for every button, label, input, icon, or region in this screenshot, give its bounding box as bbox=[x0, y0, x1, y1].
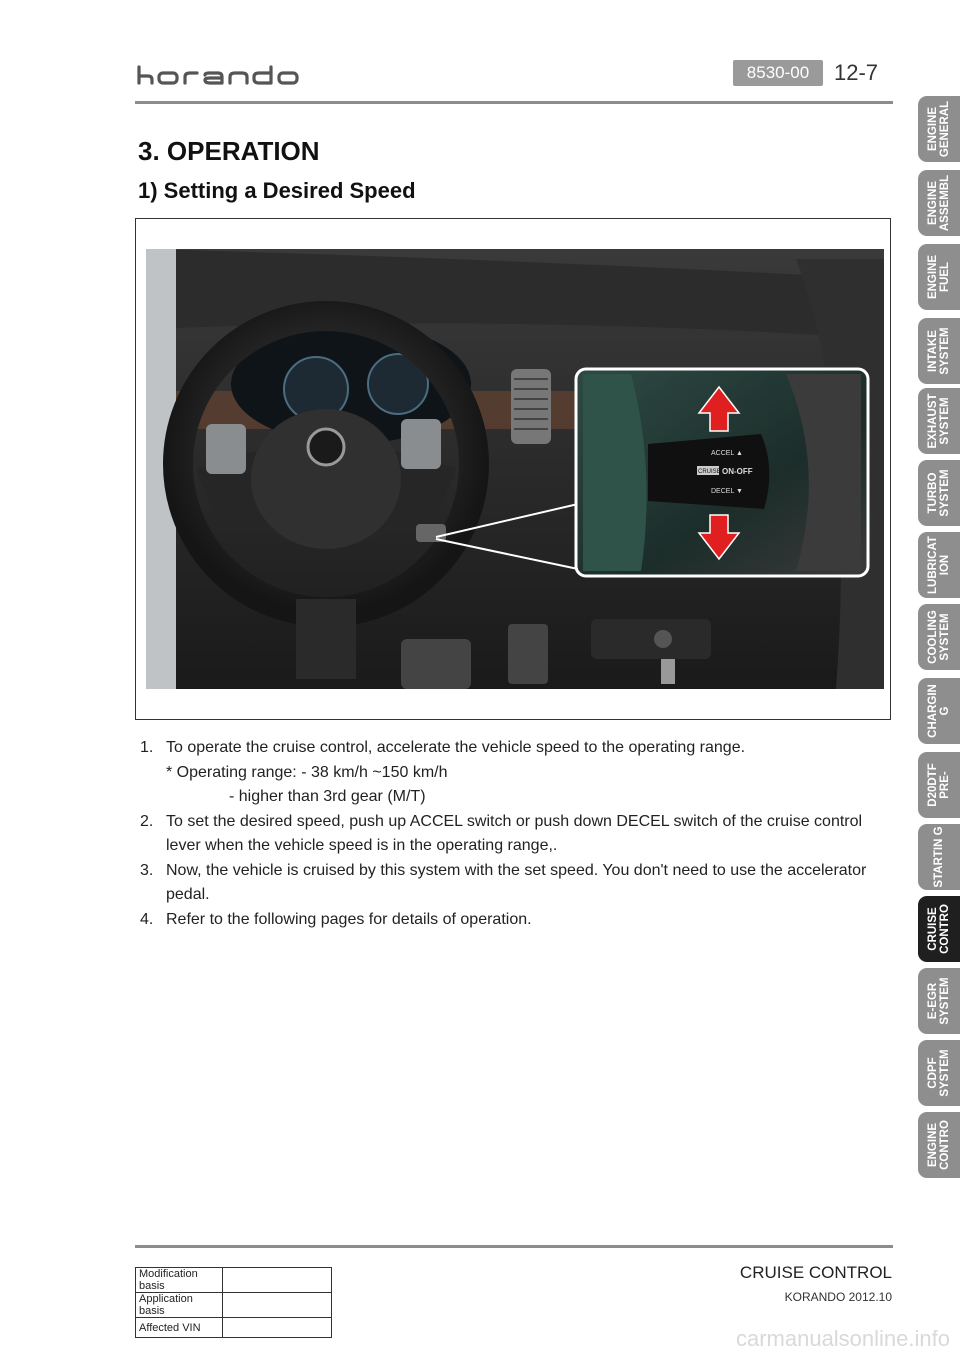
step-number: 4. bbox=[140, 910, 154, 928]
tab-e-egr-system[interactable] bbox=[918, 968, 960, 1034]
dashboard-figure bbox=[135, 218, 891, 720]
tab-label: EXHAUST SYSTEM bbox=[927, 393, 951, 449]
table-cell-label: Application basis bbox=[136, 1293, 223, 1318]
decel-label: DECEL ▼ bbox=[711, 488, 743, 495]
step-1 bbox=[140, 736, 888, 761]
section-title: 3. OPERATION bbox=[138, 136, 320, 166]
steering-emblem bbox=[308, 429, 344, 465]
table-cell-value bbox=[223, 1268, 332, 1293]
table-cell-label: Modification basis bbox=[136, 1268, 223, 1293]
table-row bbox=[136, 1318, 332, 1338]
on-off-label: ON-OFF bbox=[722, 467, 753, 476]
step-4 bbox=[140, 908, 888, 933]
operation-steps bbox=[140, 736, 888, 932]
center-vent bbox=[511, 369, 551, 444]
modification-table bbox=[135, 1267, 332, 1338]
header-divider bbox=[135, 101, 893, 104]
tab-label: COOLING SYSTEM bbox=[927, 610, 951, 664]
step-text: Refer to the following pages for details of operation. bbox=[166, 910, 532, 928]
tab-turbo-system[interactable] bbox=[918, 460, 960, 526]
step-number: 1. bbox=[140, 739, 154, 756]
table-cell-label: Affected VIN bbox=[136, 1318, 223, 1338]
tab-label: D20DTF PRE- bbox=[927, 763, 951, 807]
tab-label: E-EGR SYSTEM bbox=[927, 977, 951, 1025]
tab-label: STARTIN G bbox=[933, 826, 945, 888]
tab-cruise-control[interactable] bbox=[918, 896, 960, 962]
tab-engine-control[interactable] bbox=[918, 1112, 960, 1178]
operating-range-line-2: - higher than 3rd gear (M/T) bbox=[229, 788, 426, 805]
table-cell-value bbox=[223, 1293, 332, 1318]
tab-engine-general[interactable] bbox=[918, 96, 960, 162]
tab-engine-assembly[interactable] bbox=[918, 170, 960, 236]
tab-label: CDPF SYSTEM bbox=[927, 1049, 951, 1097]
accel-pedal bbox=[508, 624, 548, 684]
dashboard-illustration bbox=[136, 219, 891, 720]
table-cell-value bbox=[223, 1318, 332, 1338]
tab-d20dtf-pre[interactable] bbox=[918, 752, 960, 818]
step-number: 2. bbox=[140, 812, 154, 830]
cruise-badge-label: CRUISE bbox=[698, 469, 721, 475]
table-row bbox=[136, 1293, 332, 1318]
tab-lubrication[interactable] bbox=[918, 532, 960, 598]
tab-label: ENGINE FUEL bbox=[927, 254, 951, 300]
korando-logo bbox=[135, 64, 315, 86]
tab-label: INTAKE SYSTEM bbox=[927, 327, 951, 375]
step-text: Now, the vehicle is cruised by this system with the set speed. You don't need to use the accelerator pedal. bbox=[166, 861, 867, 903]
accel-label: ACCEL ▲ bbox=[711, 450, 743, 457]
operating-range-line-1: * Operating range: - 38 km/h ~150 km/h bbox=[166, 763, 448, 781]
tab-engine-fuel[interactable] bbox=[918, 244, 960, 310]
footer-model-date: KORANDO 2012.10 bbox=[784, 1290, 892, 1304]
step-number: 3. bbox=[140, 861, 154, 879]
watermark: carmanualsonline.info bbox=[735, 1326, 950, 1351]
step-2 bbox=[140, 810, 888, 859]
tab-label: TURBO SYSTEM bbox=[927, 469, 951, 517]
subsection-title: 1) Setting a Desired Speed bbox=[138, 178, 416, 203]
brake-pedal bbox=[401, 639, 471, 689]
section-code-badge: 8530-00 bbox=[733, 60, 823, 86]
step-text: To set the desired speed, push up ACCEL switch or push down DECEL switch of the cruise control lever when the vehicle speed is in the operating range,. bbox=[166, 812, 863, 854]
lever-callout bbox=[576, 369, 868, 576]
tab-cooling-system[interactable] bbox=[918, 604, 960, 670]
page-number: 12-7 bbox=[834, 60, 879, 85]
tab-label: CRUISE CONTRO bbox=[927, 904, 951, 954]
tab-label: ENGINE ASSEMBL bbox=[927, 174, 951, 232]
tab-label: CHARGIN G bbox=[927, 684, 951, 738]
tab-exhaust-system[interactable] bbox=[918, 388, 960, 454]
tab-charging[interactable] bbox=[918, 678, 960, 744]
tab-label: LUBRICAT ION bbox=[927, 536, 951, 594]
step-3 bbox=[140, 859, 888, 908]
tab-label: ENGINE GENERAL bbox=[927, 100, 951, 158]
tab-starting[interactable] bbox=[918, 824, 960, 890]
tab-label: ENGINE CONTRO bbox=[927, 1120, 951, 1170]
tab-intake-system[interactable] bbox=[918, 318, 960, 384]
table-row bbox=[136, 1268, 332, 1293]
footer-chapter-title: CRUISE CONTROL bbox=[739, 1263, 892, 1282]
tab-cdpf-system[interactable] bbox=[918, 1040, 960, 1106]
step-text: To operate the cruise control, accelerate the vehicle speed to the operating range. bbox=[166, 739, 746, 756]
footer-divider bbox=[135, 1245, 893, 1248]
